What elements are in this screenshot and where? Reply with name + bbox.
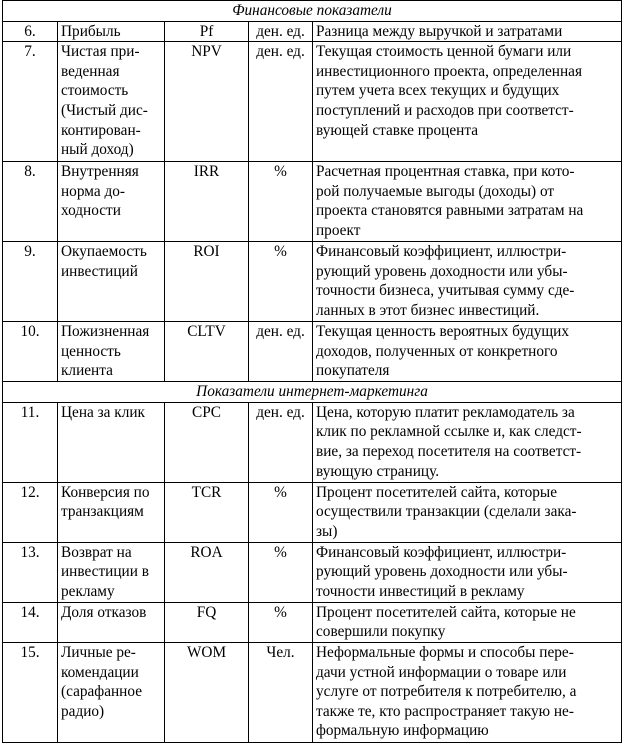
- indicator-abbreviation: FQ: [165, 602, 249, 642]
- table-row: [3, 482, 622, 542]
- indicator-unit: %: [249, 242, 313, 322]
- indicator-abbreviation: CPC: [165, 402, 249, 482]
- indicator-abbreviation: NPV: [165, 42, 249, 162]
- row-number: 15.: [3, 642, 58, 742]
- indicator-name: Доля отказов: [58, 602, 165, 642]
- indicator-name: Окупаемость инвестиций: [58, 242, 165, 322]
- indicator-unit: %: [249, 162, 313, 242]
- table-row: [3, 602, 622, 642]
- indicator-description: Цена, которую платит рекламодатель за клик по рекламной ссылке и, как следст- вие, за переход посетителя на соответст- вующую страницу.: [313, 402, 622, 482]
- indicator-unit: ден. ед.: [249, 21, 313, 42]
- row-number: 6.: [3, 21, 58, 42]
- indicator-unit: Чел.: [249, 642, 313, 742]
- indicator-description: Процент посетителей сайта, которые осуществили транзакции (сделали зака- зы): [313, 482, 622, 542]
- indicator-abbreviation: ROI: [165, 242, 249, 322]
- section-header-row: [3, 1, 622, 22]
- row-number: 7.: [3, 42, 58, 162]
- row-number: 8.: [3, 162, 58, 242]
- table-row: [3, 42, 622, 162]
- table-row: [3, 542, 622, 602]
- indicator-name: Конверсия по транзакциям: [58, 482, 165, 542]
- table-row: [3, 322, 622, 382]
- indicators-table: [2, 0, 622, 743]
- row-number: 13.: [3, 542, 58, 602]
- indicator-unit: ден. ед.: [249, 42, 313, 162]
- section-header-row: [3, 382, 622, 403]
- indicator-description: Разница между выручкой и затратами: [313, 21, 622, 42]
- indicator-name: Возврат на инвестиции в рекламу: [58, 542, 165, 602]
- indicator-unit: %: [249, 542, 313, 602]
- indicator-unit: %: [249, 482, 313, 542]
- indicator-abbreviation: WOM: [165, 642, 249, 742]
- indicator-abbreviation: Pf: [165, 21, 249, 42]
- indicator-unit: ден. ед.: [249, 402, 313, 482]
- row-number: 11.: [3, 402, 58, 482]
- section-title: Финансовые показатели: [3, 1, 622, 22]
- indicator-abbreviation: IRR: [165, 162, 249, 242]
- indicator-description: Расчетная процентная ставка, при кото- рой получаемые выгоды (доходы) от проекта становятся равными затратам на проект: [313, 162, 622, 242]
- section-title: Показатели интернет-маркетинга: [3, 382, 622, 403]
- table-row: [3, 162, 622, 242]
- table-row: [3, 642, 622, 742]
- indicator-name: Личные ре- комендации (сарафанное радио): [58, 642, 165, 742]
- indicator-abbreviation: CLTV: [165, 322, 249, 382]
- indicator-description: Финансовый коэффициент, иллюстри- рующий уровень доходности или убы- точности бизнеса, учитывая сумму сде- ланных в этот бизнес инвестиций.: [313, 242, 622, 322]
- indicator-description: Текущая стоимость ценной бумаги или инвестиционного проекта, определенная путем учета всех текущих и будущих поступлений и расходов при соответст- вующей ставке процента: [313, 42, 622, 162]
- table-row: [3, 402, 622, 482]
- indicator-name: Пожизненная ценность клиента: [58, 322, 165, 382]
- indicator-unit: %: [249, 602, 313, 642]
- indicator-description: Процент посетителей сайта, которые не совершили покупку: [313, 602, 622, 642]
- indicator-description: Финансовый коэффициент, иллюстри- рующий уровень доходности или убы- точности инвестиций в рекламу: [313, 542, 622, 602]
- row-number: 12.: [3, 482, 58, 542]
- row-number: 14.: [3, 602, 58, 642]
- indicator-abbreviation: ROA: [165, 542, 249, 602]
- indicator-abbreviation: TCR: [165, 482, 249, 542]
- indicator-unit: ден. ед.: [249, 322, 313, 382]
- indicator-name: Цена за клик: [58, 402, 165, 482]
- indicator-name: Прибыль: [58, 21, 165, 42]
- indicator-name: Чистая при- веденная стоимость (Чистый дис- контирован- ный доход): [58, 42, 165, 162]
- indicator-name: Внутренняя норма до- ходности: [58, 162, 165, 242]
- table-row: [3, 242, 622, 322]
- row-number: 10.: [3, 322, 58, 382]
- row-number: 9.: [3, 242, 58, 322]
- table-row: [3, 21, 622, 42]
- indicator-description: Неформальные формы и способы пере- дачи устной информации о товаре или услуге от потребителя к потребителю, а также те, кто распространяет такую не- формальную информацию: [313, 642, 622, 742]
- indicator-description: Текущая ценность вероятных будущих доходов, полученных от конкретного покупателя: [313, 322, 622, 382]
